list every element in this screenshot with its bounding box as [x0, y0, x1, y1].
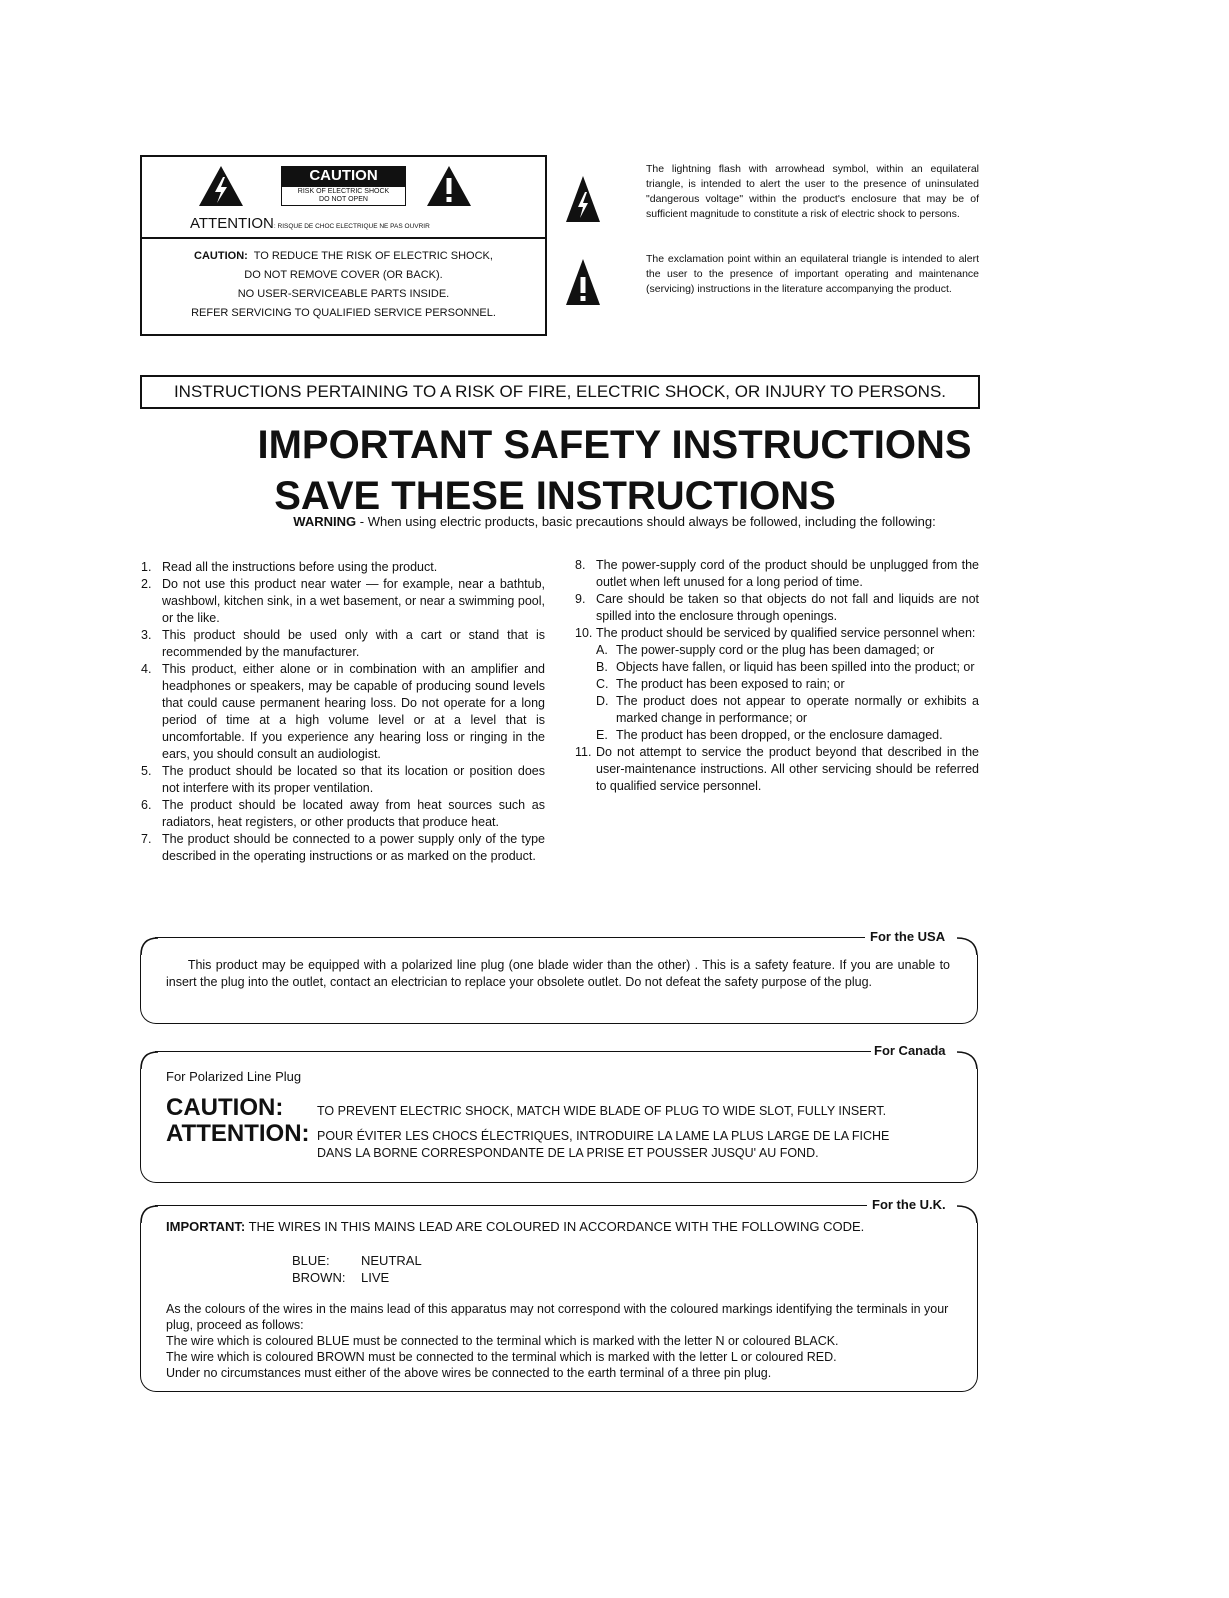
uk-line-1: As the colours of the wires in the mains lead of this apparatus may not correspond with the coloured markings identifying the terminals in your plug, proceed as follows: [166, 1302, 949, 1332]
item-text: Read all the instructions before using the product. [162, 560, 438, 574]
attention-line [190, 215, 430, 232]
uk-instructions [166, 1301, 956, 1381]
exclamation-symbol-icon [565, 258, 601, 306]
caution-body-label: CAUTION: [194, 250, 248, 262]
risk-line-1: RISK OF ELECTRIC SHOCK [297, 188, 390, 195]
sub-item-letter: C. [596, 677, 609, 691]
instruction-item [141, 627, 545, 661]
uk-corner-right-icon [956, 1205, 978, 1225]
uk-line-2: The wire which is coloured BLUE must be connected to the terminal which is marked with the letter N or coloured BLACK. [166, 1334, 839, 1348]
caution-label [281, 166, 406, 206]
uk-line-3: The wire which is coloured BROWN must be connected to the terminal which is marked with the letter L or coloured RED. [166, 1350, 837, 1364]
page-title: IMPORTANT SAFETY INSTRUCTIONS [257, 423, 972, 467]
attention-small-text: : RISQUE DE CHOC ELECTRIQUE NE PAS OUVRIR [273, 223, 430, 230]
usa-text [166, 957, 950, 991]
caution-word: CAUTION [281, 166, 406, 186]
caution-box [140, 155, 547, 336]
item-number: 3. [141, 628, 152, 642]
item-text: Do not use this product near water — for example, near a bathtub, washbowl, kitchen sink, in a wet basement, or near a swimming pool, or the like. [162, 577, 545, 625]
risk-banner: INSTRUCTIONS PERTAINING TO A RISK OF FIRE, ELECTRIC SHOCK, OR INJURY TO PERSONS. [140, 375, 980, 409]
item-text: The product should be serviced by qualified service personnel when: [596, 626, 976, 640]
lightning-explanation: The lightning flash with arrowhead symbol, within an equilateral triangle, is intended to alert the user to the presence of uninsulated "dangerous voltage" within the product's enclosure that may be of sufficient magnitude to constitute a risk of electric shock to persons. [646, 163, 979, 220]
canada-label: For Canada [871, 1043, 949, 1058]
exclamation-explanation: The exclamation point within an equilateral triangle is intended to alert the user to the presence of important operating and maintenance (servicing) instructions in the literature accompanying the product. [646, 253, 979, 295]
warning-label: WARNING [293, 514, 357, 529]
canada-panel-rule [155, 1051, 871, 1052]
usa-corner-left-icon [140, 937, 160, 957]
uk-panel-rule [155, 1205, 867, 1206]
lightning-triangle-icon [198, 165, 244, 207]
item-number: 11. [575, 745, 592, 759]
canada-caution-text: TO PREVENT ELECTRIC SHOCK, MATCH WIDE BLADE OF PLUG TO WIDE SLOT, FULLY INSERT. [317, 1104, 887, 1118]
uk-line-4: Under no circumstances must either of the above wires be connected to the earth terminal of a three pin plug. [166, 1366, 772, 1380]
uk-important-line [166, 1219, 864, 1235]
caution-body [142, 247, 545, 323]
sub-item-text: The product does not appear to operate normally or exhibits a marked change in performance; or [616, 694, 979, 725]
instruction-item [141, 559, 545, 576]
canada-corner-left-icon [140, 1051, 160, 1071]
canada-attention-line-1: POUR ÉVITER LES CHOCS ÉLECTRIQUES, INTRODUIRE LA LAME LA PLUS LARGE DE LA FICHE [317, 1129, 890, 1143]
canada-attention-text [317, 1128, 889, 1162]
sub-item [596, 642, 979, 659]
uk-important-text: THE WIRES IN THIS MAINS LEAD ARE COLOURED IN ACCORDANCE WITH THE FOLLOWING CODE. [248, 1219, 865, 1234]
canada-caution-head: CAUTION: [166, 1094, 284, 1121]
item-number: 6. [141, 798, 152, 812]
uk-blue-value: NEUTRAL [361, 1253, 422, 1268]
risk-of-shock-label [281, 186, 406, 206]
warning-text: - When using electric products, basic precautions should always be followed, including the following: [356, 514, 936, 529]
sub-item [596, 727, 979, 744]
instructions-right-column [575, 557, 979, 795]
item-number: 9. [575, 592, 586, 606]
instruction-item [141, 831, 545, 865]
usa-label: For the USA [867, 929, 948, 944]
item-text: The product should be located so that its location or position does not interfere with its proper ventilation. [162, 764, 545, 795]
item-number: 10. [575, 626, 593, 640]
item-text: Do not attempt to service the product beyond that described in the user-maintenance instructions. All other servicing should be referred to qualified service personnel. [596, 745, 979, 793]
instruction-item [141, 661, 545, 763]
caution-label-area [142, 157, 545, 239]
uk-corner-left-icon [140, 1205, 160, 1225]
item-text: The product should be connected to a power supply only of the type described in the operating instructions or as marked on the product. [162, 832, 545, 863]
risk-line-2: DO NOT OPEN [319, 196, 368, 203]
sub-item-text: The product has been exposed to rain; or [616, 677, 845, 691]
canada-polarized-label: For Polarized Line Plug [166, 1069, 302, 1084]
item-number: 5. [141, 764, 152, 778]
instruction-item [575, 625, 979, 744]
sub-item-text: Objects have fallen, or liquid has been spilled into the product; or [616, 660, 975, 674]
instruction-item [575, 744, 979, 795]
sub-item-letter: D. [596, 694, 609, 708]
uk-blue-label: BLUE: [292, 1253, 330, 1268]
canada-corner-right-icon [956, 1051, 978, 1071]
uk-label: For the U.K. [869, 1197, 949, 1212]
sub-item-text: The power-supply cord or the plug has been damaged; or [616, 643, 935, 657]
warning-line [0, 514, 1229, 529]
sub-item-letter: E. [596, 728, 608, 742]
instruction-item [141, 797, 545, 831]
canada-attention-head: ATTENTION: [166, 1120, 310, 1147]
sub-item [596, 659, 979, 676]
instruction-item [141, 763, 545, 797]
caution-body-line-1 [142, 247, 545, 266]
instructions-left-column [141, 559, 545, 865]
item-number: 4. [141, 662, 152, 676]
canada-attention-line-2: DANS LA BORNE CORRESPONDANTE DE LA PRISE ET POUSSER JUSQU' AU FOND. [317, 1146, 819, 1160]
item-text: Care should be taken so that objects do not fall and liquids are not spilled into the enclosure through openings. [596, 592, 979, 623]
instruction-item [141, 576, 545, 627]
sub-item [596, 693, 979, 727]
lightning-symbol-icon [565, 175, 601, 223]
uk-brown-label: BROWN: [292, 1270, 346, 1285]
item-text: This product should be used only with a cart or stand that is recommended by the manufacturer. [162, 628, 545, 659]
instruction-item [575, 591, 979, 625]
usa-text-body: This product may be equipped with a polarized line plug (one blade wider than the other) . This is a safety feature. If you are unable to insert the plug into the outlet, contact an electrician to replace your obsolete outlet. Do not defeat the safety purpose of the plug. [166, 958, 950, 989]
sub-item [596, 676, 979, 693]
caution-body-line-4: REFER SERVICING TO QUALIFIED SERVICE PERSONNEL. [191, 307, 496, 319]
item-text: The power-supply cord of the product should be unplugged from the outlet when left unused for a long period of time. [596, 558, 979, 589]
usa-panel-rule [155, 937, 865, 938]
instruction-item [575, 557, 979, 591]
item-text: The product should be located away from heat sources such as radiators, heat registers, or other products that produce heat. [162, 798, 545, 829]
item-number: 7. [141, 832, 152, 846]
page-subtitle: SAVE THESE INSTRUCTIONS [274, 474, 836, 518]
caution-body-text-1: TO REDUCE THE RISK OF ELECTRIC SHOCK, [253, 250, 493, 262]
item-number: 8. [575, 558, 586, 572]
attention-word: ATTENTION [190, 215, 274, 232]
usa-corner-right-icon [956, 937, 978, 957]
uk-important-label: IMPORTANT: [166, 1219, 246, 1234]
sub-item-letter: A. [596, 643, 608, 657]
sub-item-text: The product has been dropped, or the enclosure damaged. [616, 728, 943, 742]
uk-brown-value: LIVE [361, 1270, 390, 1285]
item-text: This product, either alone or in combination with an amplifier and headphones or speakers, may be capable of producing sound levels that could cause permanent hearing loss. Do not operate for a long period of time at a high volume level or at a level that is uncomfortable. If you experience any hearing loss or ringing in the ears, you should consult an audiologist. [162, 662, 545, 761]
item-number: 1. [141, 560, 152, 574]
caution-body-line-2: DO NOT REMOVE COVER (OR BACK). [244, 269, 443, 281]
item-number: 2. [141, 577, 152, 591]
exclamation-triangle-icon [426, 165, 472, 207]
sub-item-letter: B. [596, 660, 608, 674]
caution-body-line-3: NO USER-SERVICEABLE PARTS INSIDE. [237, 288, 450, 300]
